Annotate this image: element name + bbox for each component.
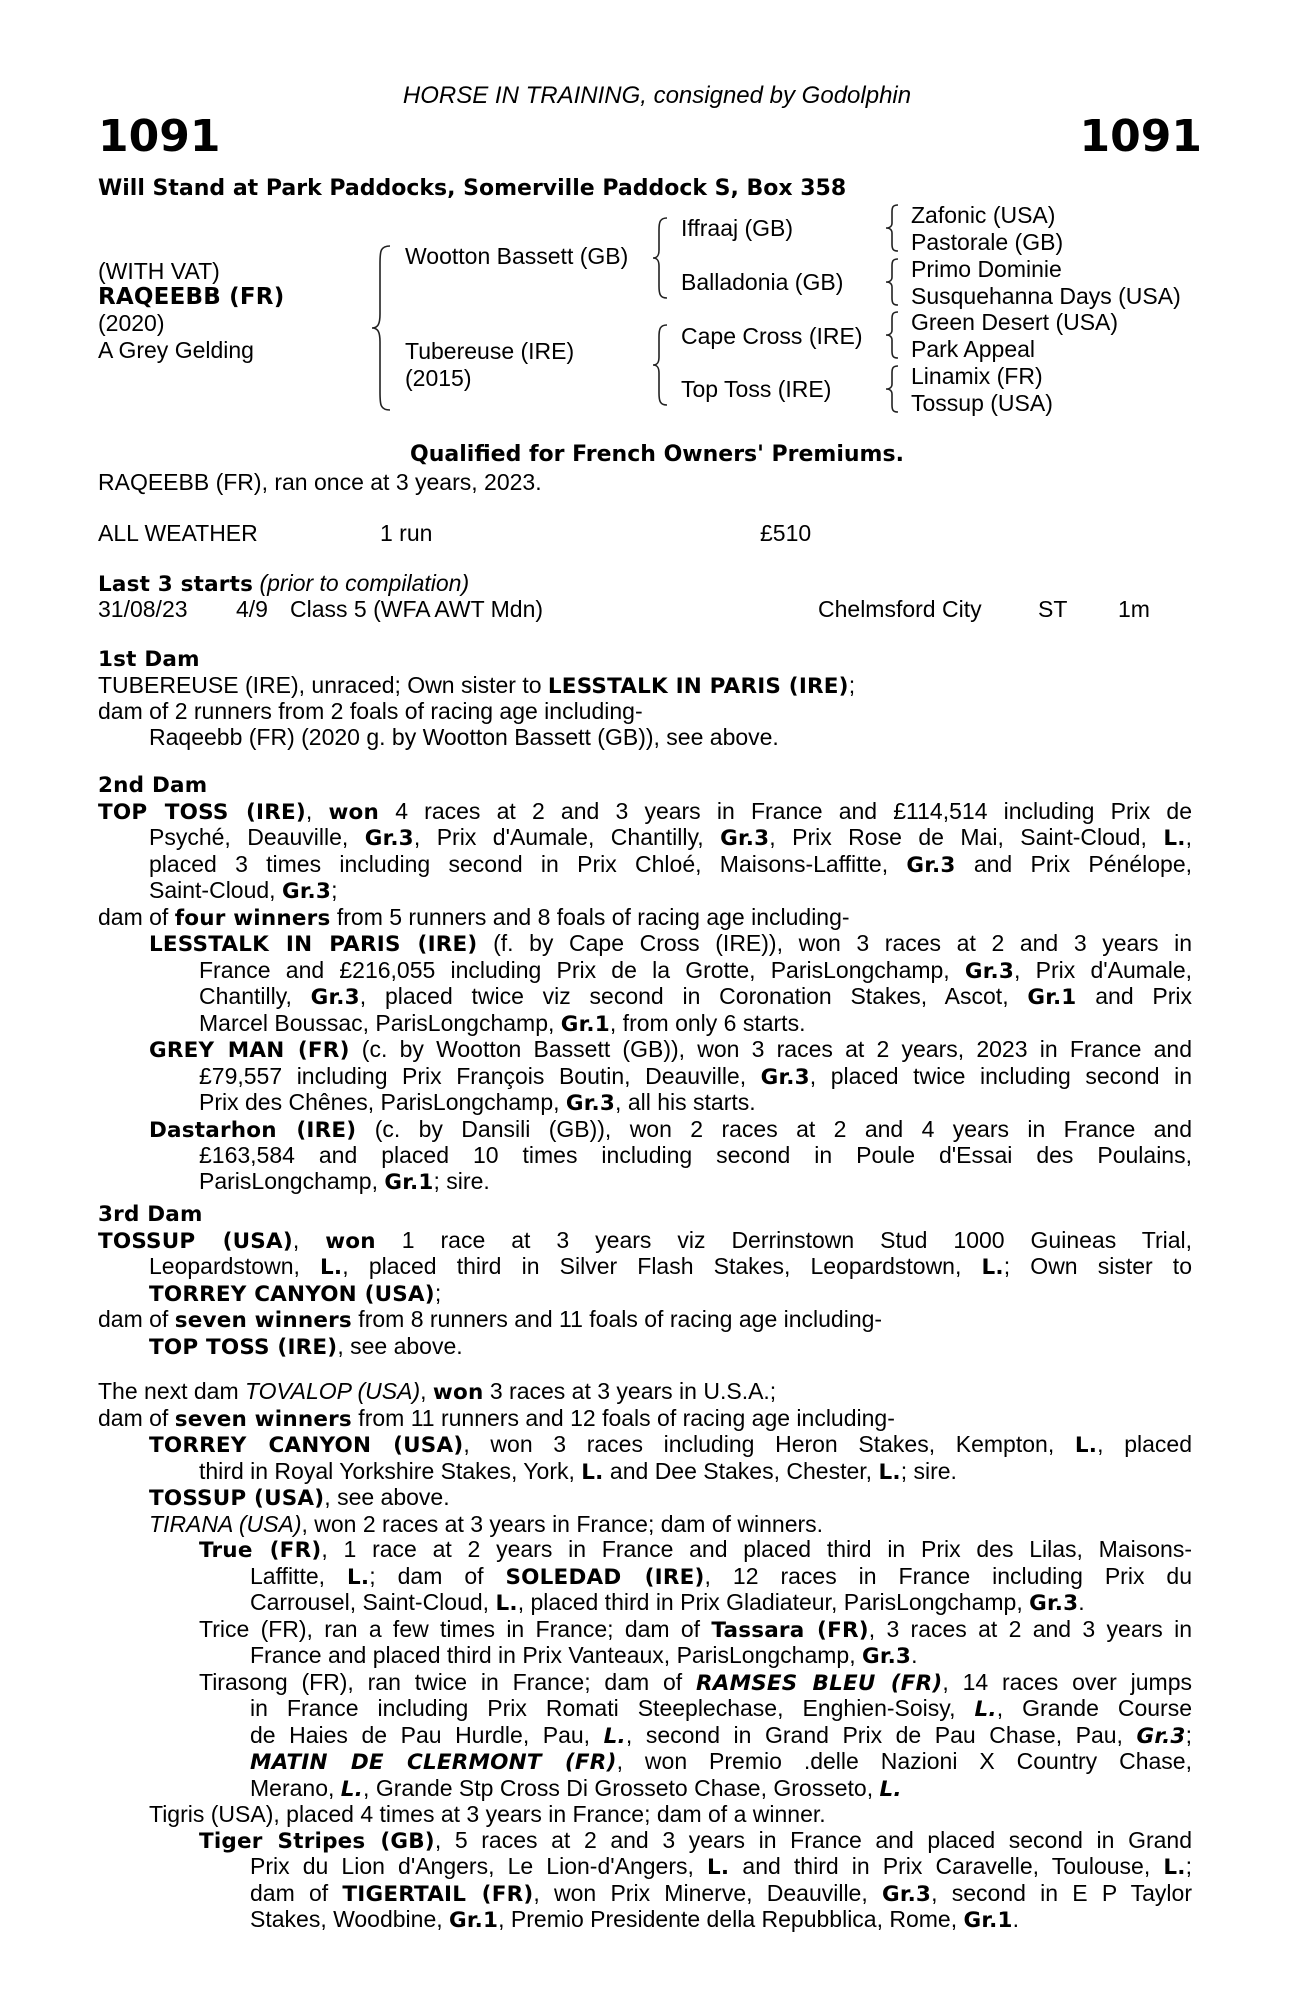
second-dam-produce: dam of four winners from 5 runners and 8 foals of racing age including- xyxy=(98,903,850,931)
lot-number-left: 1091 xyxy=(98,111,221,162)
foal-lesstalk-3: Chantilly, Gr.3, placed twice viz second in Coronation Stakes, Ascot, Gr.1 and Prix xyxy=(199,983,1193,1010)
third-dam-line-2: Leopardstown, L., placed third in Silver Flash Stakes, Leopardstown, L.; Own sister to xyxy=(149,1253,1192,1280)
start-date: 31/08/23 xyxy=(98,596,188,622)
horse-year: (2020) xyxy=(98,310,165,336)
torrey-2: third in Royal Yorkshire Stakes, York, L. and Dee Stakes, Chester, L.; sire. xyxy=(199,1457,957,1485)
third-dam-line-1: TOSSUP (USA), won 1 race at 3 years viz Derrinstown Stud 1000 Guineas Trial, xyxy=(98,1226,1193,1254)
tirana: TIRANA (USA), won 2 races at 3 years in France; dam of winners. xyxy=(149,1510,824,1537)
horse-name: RAQEEBB (FR) xyxy=(98,284,285,310)
pedigree-dam-year: (2015) xyxy=(405,365,472,391)
first-dam-heading: 1st Dam xyxy=(98,647,200,672)
next-dam-produce: dam of seven winners from 11 runners and 12 foals of racing age including- xyxy=(98,1404,895,1432)
pedigree-dam-sire: Cape Cross (IRE) xyxy=(681,323,863,349)
tigris: Tigris (USA), placed 4 times at 3 years in France; dam of a winner. xyxy=(149,1801,826,1827)
next-dam-line-1: The next dam TOVALOP (USA), won 3 races at 3 years in U.S.A.; xyxy=(98,1378,777,1405)
start-going: ST xyxy=(1038,596,1068,622)
true-2: Laffitte, L.; dam of SOLEDAD (IRE), 12 races in France including Prix du xyxy=(250,1562,1192,1590)
pedigree-brace-sire xyxy=(651,216,671,300)
horse-description: A Grey Gelding xyxy=(98,337,254,363)
pedigree-brace-g4 xyxy=(884,364,902,414)
trice-2: France and placed third in Prix Vanteaux, ParisLongchamp, Gr.3. xyxy=(250,1642,918,1669)
tiger-2: Prix du Lion d'Angers, Le Lion-d'Angers, L. and third in Prix Caravelle, Toulouse, L.; xyxy=(250,1853,1193,1880)
second-dam-line-1: TOP TOSS (IRE), won 4 races at 2 and 3 years in France and £114,514 including Prix de xyxy=(98,797,1192,825)
start-race: Class 5 (WFA AWT Mdn) xyxy=(290,596,544,622)
pedigree-g6: Park Appeal xyxy=(911,336,1036,362)
tiger-1: Tiger Stripes (GB), 5 races at 2 and 3 years in France and placed second in Grand xyxy=(199,1826,1192,1854)
foal-dastarhon-3: ParisLongchamp, Gr.1; sire. xyxy=(199,1167,490,1195)
third-dam-line-3: TORREY CANYON (USA); xyxy=(149,1279,442,1307)
third-dam-foal: TOP TOSS (IRE), see above. xyxy=(149,1332,463,1360)
start-course: Chelmsford City xyxy=(818,596,982,622)
record-runs: 1 run xyxy=(380,520,433,546)
record-surface: ALL WEATHER xyxy=(98,520,258,546)
first-dam-line: TUBEREUSE (IRE), unraced; Own sister to LESSTALK IN PARIS (IRE); xyxy=(98,671,856,699)
second-dam-line-2: Psyché, Deauville, Gr.3, Prix d'Aumale, Chantilly, Gr.3, Prix Rose de Mai, Saint-Cloud, L., xyxy=(149,824,1192,851)
pedigree-dam: Tubereuse (IRE) xyxy=(405,338,575,364)
second-dam-line-4: Saint-Cloud, Gr.3; xyxy=(149,877,338,904)
tiger-3: dam of TIGERTAIL (FR), won Prix Minerve, Deauville, Gr.3, second in E P Taylor xyxy=(250,1879,1192,1907)
tirasong-4: MATIN DE CLERMONT (FR), won Premio .delle Nazioni X Country Chase, xyxy=(250,1748,1192,1775)
foal-greyman-1: GREY MAN (FR) (c. by Wootton Bassett (GB)), won 3 races at 2 years, 2023 in France and xyxy=(149,1036,1192,1063)
premiums-note: Qualified for French Owners' Premiums. xyxy=(410,442,904,467)
sibling-name: LESSTALK IN PARIS (IRE) xyxy=(547,673,849,699)
next-dam-section xyxy=(98,1379,1192,1934)
pedigree-g2: Pastorale (GB) xyxy=(911,229,1064,255)
pedigree-brace-main xyxy=(370,244,394,412)
pedigree-g3: Primo Dominie xyxy=(911,256,1062,282)
tirasong-5: Merano, L., Grande Stp Cross Di Grosseto Chase, Grosseto, L. xyxy=(250,1774,902,1802)
consignment-line: HORSE IN TRAINING, consigned by Godolphin xyxy=(402,82,912,109)
pedigree-sire-sire: Iffraaj (GB) xyxy=(681,215,794,241)
first-dam-section xyxy=(98,647,1192,750)
tirasong-3: de Haies de Pau Hurdle, Pau, L., second in Grand Prix de Pau Chase, Pau, Gr.3; xyxy=(250,1721,1192,1749)
pedigree-g7: Linamix (FR) xyxy=(911,363,1043,389)
pedigree-brace-dam xyxy=(651,323,671,407)
foal-dastarhon-2: £163,584 and placed 10 times including second in Poule d'Essai des Poulains, xyxy=(199,1142,1192,1168)
tiger-4: Stakes, Woodbine, Gr.1, Premio Presidente della Repubblica, Rome, Gr.1. xyxy=(250,1906,1020,1933)
record-earnings: £510 xyxy=(760,520,812,546)
third-dam-section xyxy=(98,1202,1192,1360)
last-starts-note: (prior to compilation) xyxy=(259,570,470,596)
third-dam-heading: 3rd Dam xyxy=(98,1202,203,1227)
foal-greyman-2: £79,557 including Prix François Boutin, Deauville, Gr.3, placed twice including second in xyxy=(199,1062,1193,1090)
pedigree-dam-dam: Top Toss (IRE) xyxy=(681,376,832,402)
foal-lesstalk-4: Marcel Boussac, ParisLongchamp, Gr.1, from only 6 starts. xyxy=(199,1009,806,1037)
first-dam-produce: dam of 2 runners from 2 foals of racing age including- xyxy=(98,698,643,724)
true-3: Carrousel, Saint-Cloud, L., placed third in Prix Gladiateur, ParisLongchamp, Gr.3. xyxy=(250,1589,1085,1616)
torrey-1: TORREY CANYON (USA), won 3 races including Heron Stakes, Kempton, L., placed xyxy=(149,1431,1192,1458)
tirasong-1: Tirasong (FR), ran twice in France; dam of RAMSES BLEU (FR), 14 races over jumps xyxy=(199,1668,1192,1696)
lot-number-right: 1091 xyxy=(1079,111,1202,162)
pedigree-brace-g3 xyxy=(884,310,902,360)
pedigree-g4: Susquehanna Days (USA) xyxy=(911,283,1181,309)
foal-lesstalk-2: France and £216,055 including Prix de la Grotte, ParisLongchamp, Gr.3, Prix d'Aumale, xyxy=(199,956,1192,984)
race-summary: RAQEEBB (FR), ran once at 3 years, 2023. xyxy=(98,469,542,495)
foal-lesstalk-1: LESSTALK IN PARIS (IRE) (f. by Cape Cross (IRE)), won 3 races at 2 and 3 years in xyxy=(149,930,1192,957)
tirasong-2: in France including Prix Romati Steeplechase, Enghien-Soisy, L., Grande Course xyxy=(250,1695,1193,1722)
pedigree-g1: Zafonic (USA) xyxy=(911,202,1056,228)
pedigree-brace-g2 xyxy=(884,257,902,307)
start-position: 4/9 xyxy=(236,596,268,622)
third-dam-produce: dam of seven winners from 8 runners and 11 foals of racing age including- xyxy=(98,1306,883,1333)
start-distance: 1m xyxy=(1118,596,1150,622)
foal-dastarhon-1: Dastarhon (IRE) (c. by Dansili (GB)), won 2 races at 2 and 4 years in France and xyxy=(149,1115,1193,1143)
last-starts-title: Last 3 starts xyxy=(98,572,254,597)
stabling-info: Will Stand at Park Paddocks, Somerville Paddock S, Box 358 xyxy=(98,176,847,201)
trice-1: Trice (FR), ran a few times in France; dam of Tassara (FR), 3 races at 2 and 3 years in xyxy=(199,1615,1192,1643)
second-dam-line-3: placed 3 times including second in Prix Chloé, Maisons-Laffitte, Gr.3 and Prix Pénélope, xyxy=(149,850,1192,878)
pedigree-sire-dam: Balladonia (GB) xyxy=(681,269,844,295)
vat-note: (WITH VAT) xyxy=(98,258,220,284)
second-dam-section xyxy=(98,773,1192,1195)
second-dam-heading: 2nd Dam xyxy=(98,773,208,798)
true-1: True (FR), 1 race at 2 years in France and placed third in Prix des Lilas, Maisons- xyxy=(199,1536,1192,1563)
last-starts-heading xyxy=(98,571,469,598)
first-dam-foal: Raqeebb (FR) (2020 g. by Wootton Bassett (GB)), see above. xyxy=(149,723,779,750)
pedigree-g8: Tossup (USA) xyxy=(911,390,1053,416)
foal-greyman-3: Prix des Chênes, ParisLongchamp, Gr.3, all his starts. xyxy=(199,1089,756,1116)
tossup-ref: TOSSUP (USA), see above. xyxy=(149,1484,450,1511)
pedigree-g5: Green Desert (USA) xyxy=(911,309,1119,335)
pedigree-sire: Wootton Bassett (GB) xyxy=(405,243,629,269)
pedigree-brace-g1 xyxy=(884,203,902,253)
